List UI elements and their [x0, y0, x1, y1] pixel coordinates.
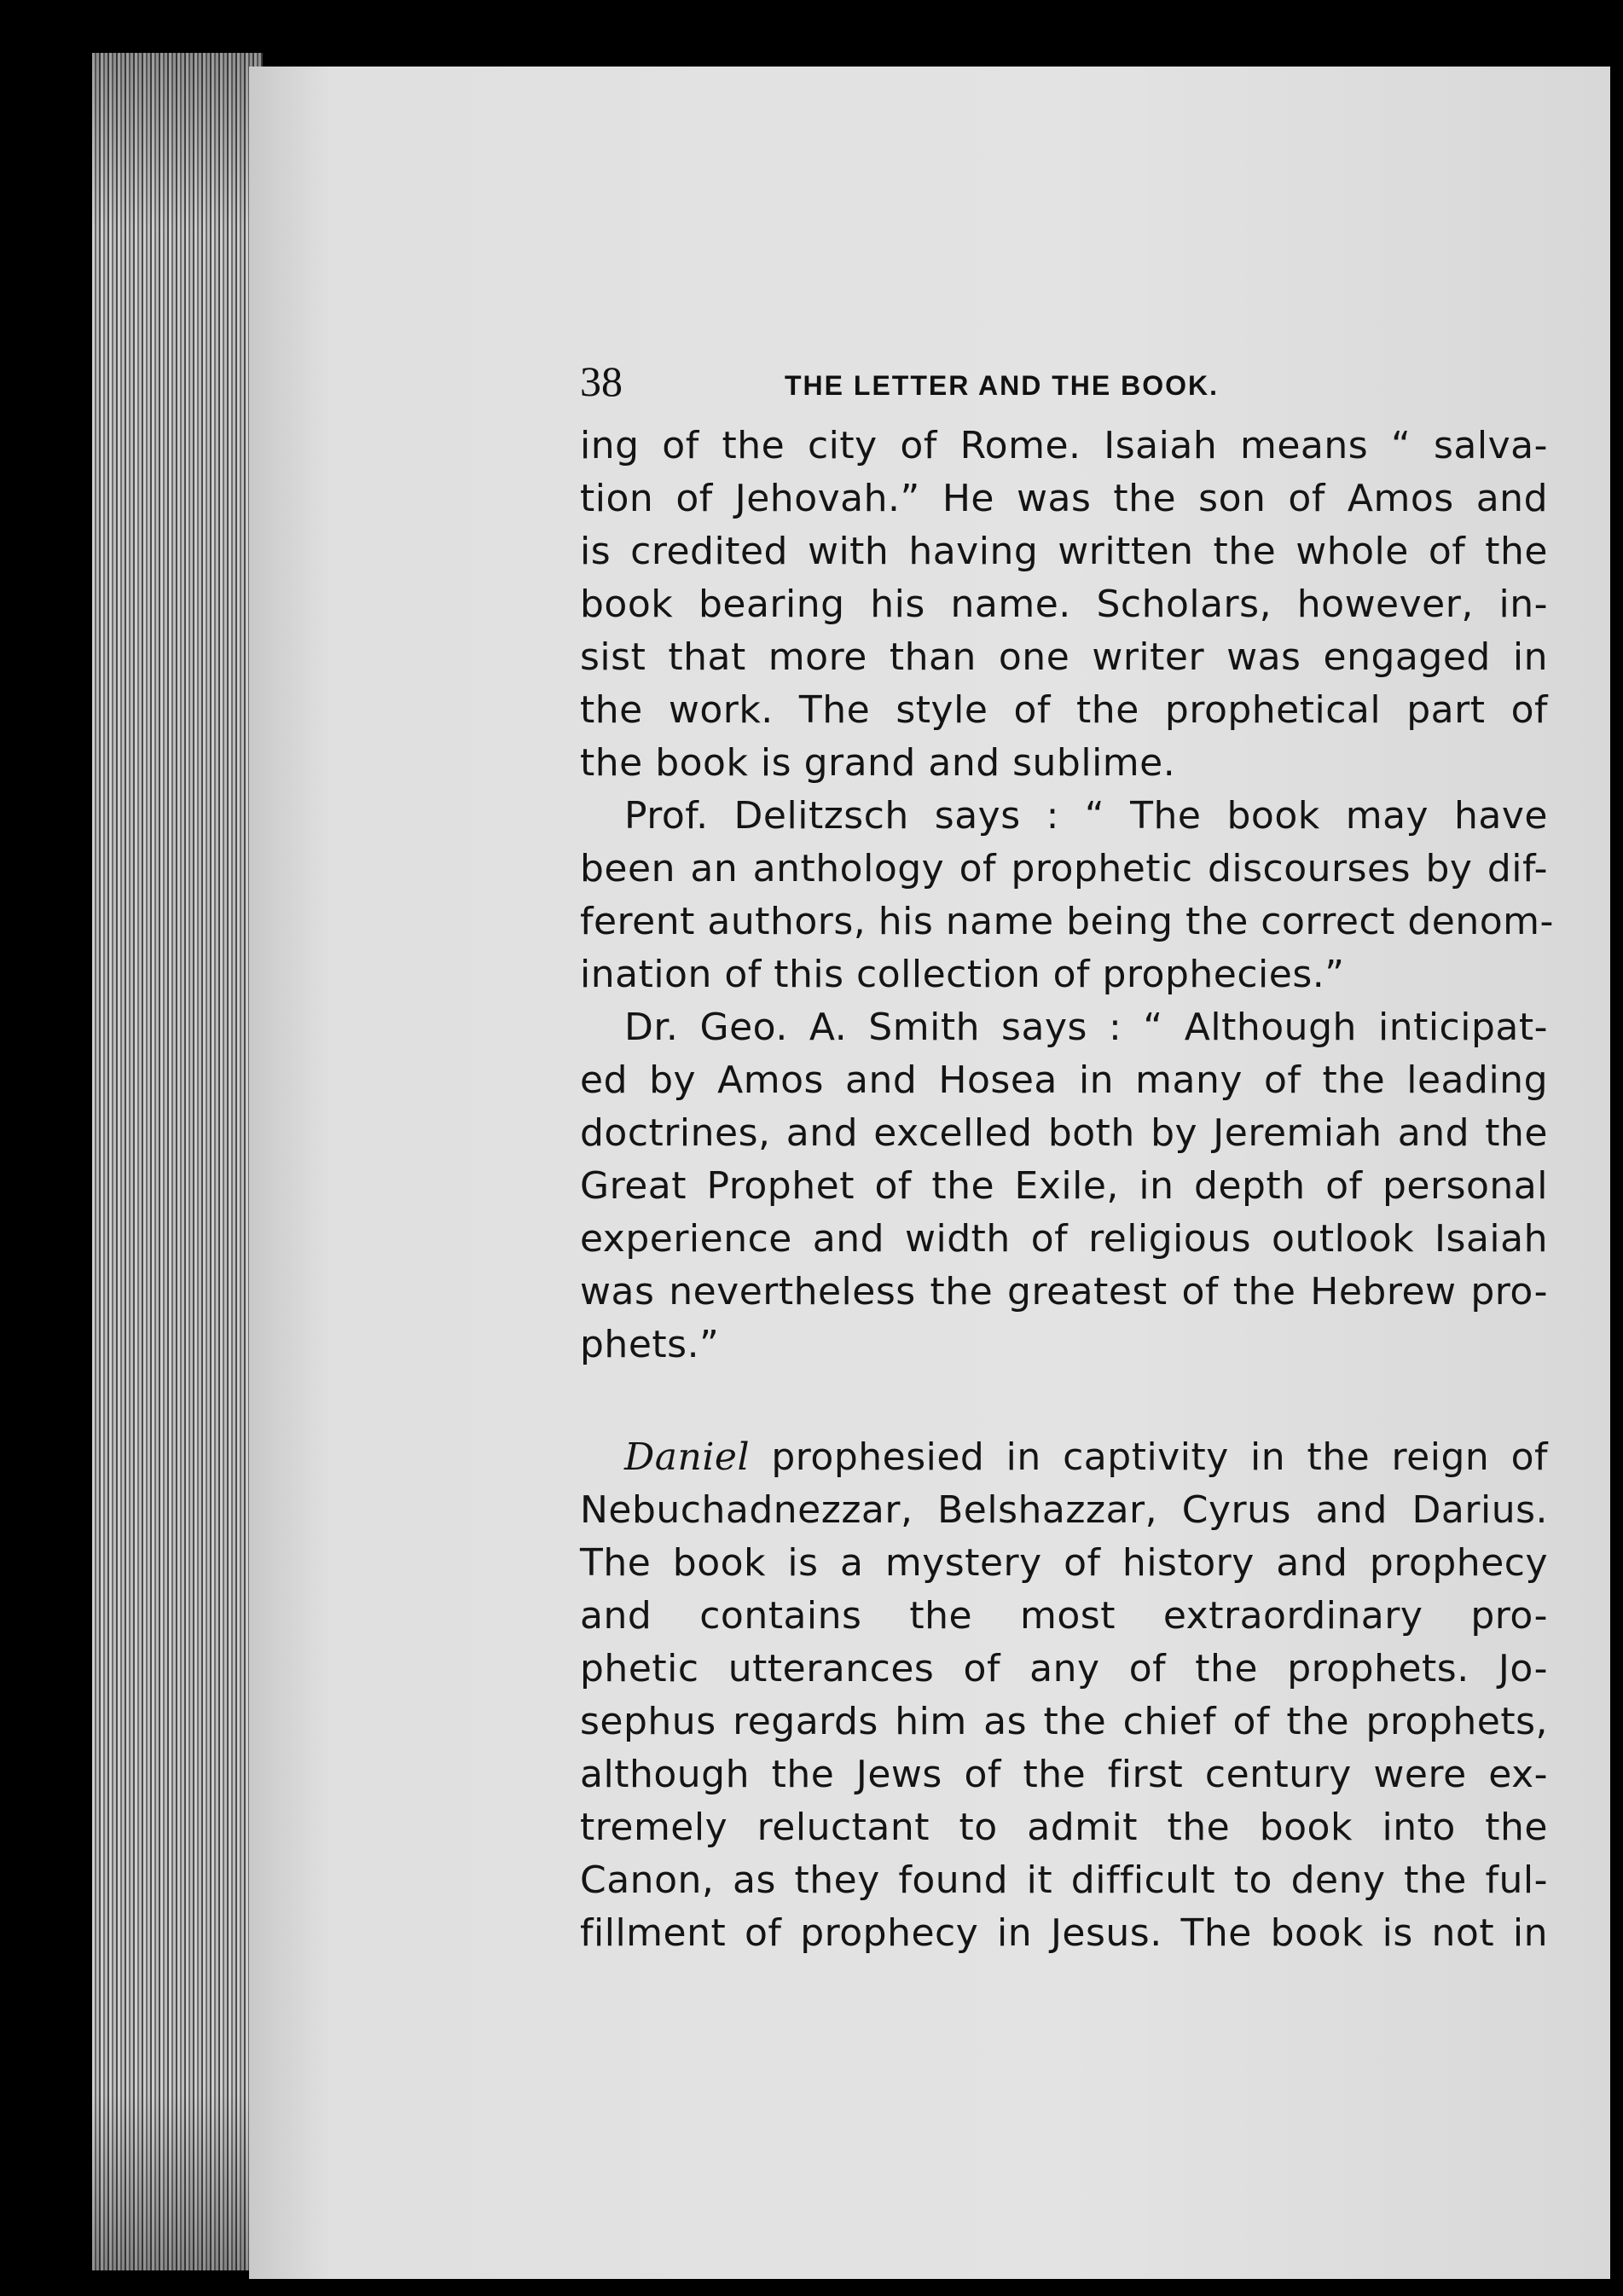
text-line: Canon, as they found it difficult to deny the ful- [580, 1858, 1548, 1902]
text-line: book bearing his name. Scholars, however, in- [580, 583, 1548, 626]
body-text [580, 420, 1554, 1960]
text-line: ination of this collection of prophecies.” [580, 953, 1345, 996]
text-line: and contains the most extraordinary pro- [580, 1594, 1548, 1638]
text-line: Dr. Geo. A. Smith says : “ Although inticipat- [624, 1006, 1548, 1049]
text-line: been an anthology of prophetic discourses by dif- [580, 847, 1548, 890]
text-line: ing of the city of Rome. Isaiah means “ salva- [580, 424, 1548, 467]
text-line: phets.” [580, 1323, 720, 1366]
text-line: the book is grand and sublime. [580, 741, 1176, 785]
text-line: experience and width of religious outlook Isaiah [580, 1217, 1548, 1261]
page-number: 38 [580, 357, 623, 405]
text-line: although the Jews of the first century were ex- [580, 1753, 1548, 1796]
text-line: ed by Amos and Hosea in many of the leading [580, 1058, 1548, 1102]
text-line: is credited with having written the whole of the [580, 530, 1548, 573]
text-line: Prof. Delitzsch says : “ The book may have [624, 794, 1548, 838]
text-line: Nebuchadnezzar, Belshazzar, Cyrus and Darius. [580, 1488, 1548, 1532]
text-line: Great Prophet of the Exile, in depth of personal [580, 1164, 1548, 1208]
text-line: was nevertheless the greatest of the Hebrew pro- [580, 1270, 1548, 1313]
text-line: tion of Jehovah.” He was the son of Amos and [580, 477, 1548, 520]
page-header [580, 357, 1561, 408]
text-line: phetic utterances of any of the prophets. Jo- [580, 1647, 1548, 1690]
text-line: sist that more than one writer was engaged in [580, 635, 1548, 679]
text-line: tremely reluctant to admit the book into the [580, 1806, 1548, 1849]
text-span: prophesied in captivity in the reign of [750, 1435, 1548, 1479]
text-line [580, 1431, 1548, 1484]
running-title: THE LETTER AND THE BOOK. [785, 370, 1220, 401]
text-line: fillment of prophecy in Jesus. The book is not in [580, 1911, 1548, 1955]
text-line: the work. The style of the prophetical part of [580, 688, 1548, 732]
section-gap [580, 1371, 1548, 1431]
text-line: ferent authors, his name being the correct denom- [580, 900, 1554, 943]
text-line: The book is a mystery of history and prophecy [580, 1541, 1548, 1585]
text-line: sephus regards him as the chief of the prophets, [580, 1700, 1548, 1743]
book-page-edges [92, 53, 263, 2270]
text-line: doctrines, and excelled both by Jeremiah and the [580, 1111, 1548, 1155]
italic-name: Daniel [624, 1435, 751, 1479]
